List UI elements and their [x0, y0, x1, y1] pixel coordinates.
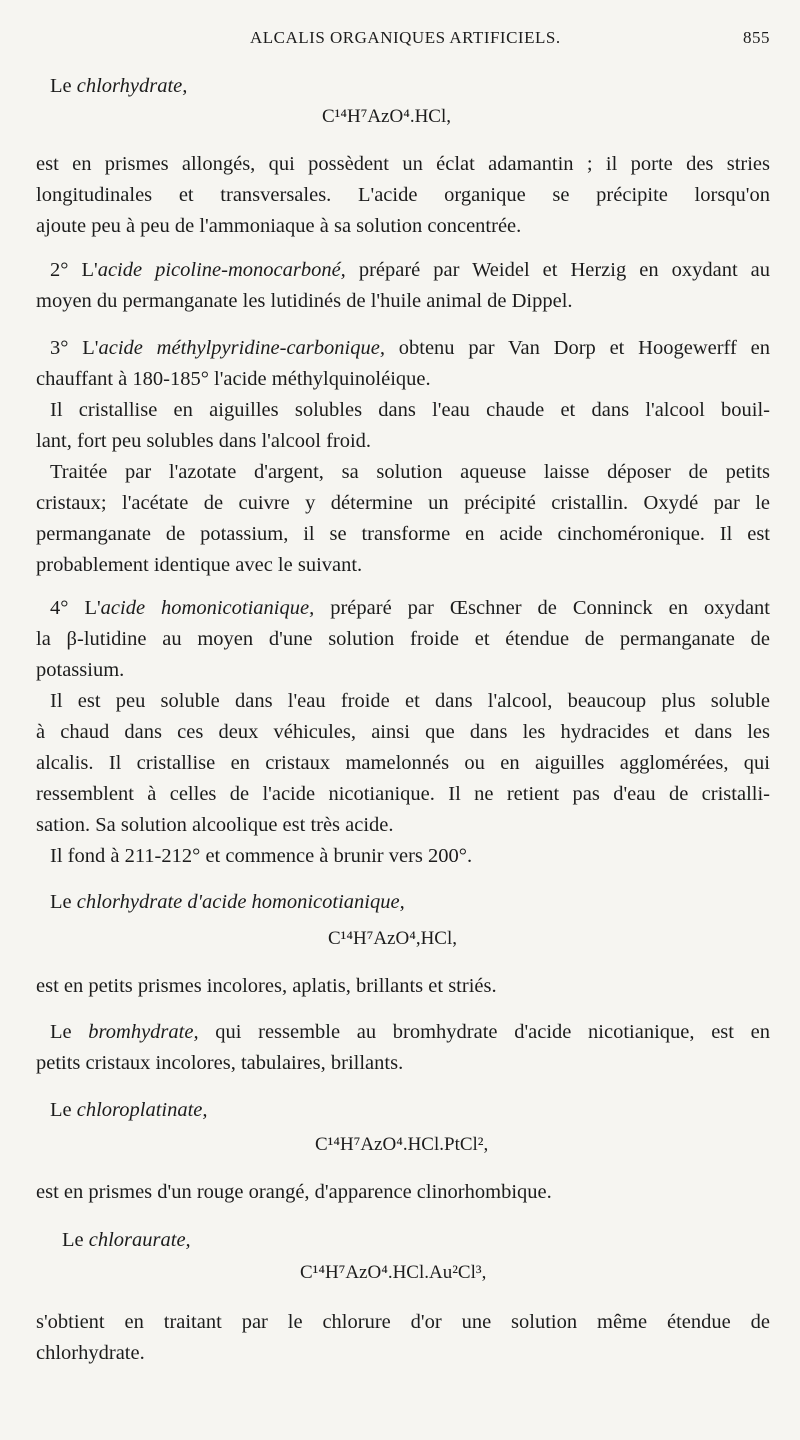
- text-line: est en prismes allongés, qui possèdent un éclat adamantin ; il porte des stries: [36, 153, 770, 175]
- text-line: Le chlorhydrate,: [50, 75, 188, 97]
- text-line: Le chloroplatinate,: [50, 1099, 208, 1121]
- text-line: lant, fort peu solubles dans l'alcool froid.: [36, 430, 372, 452]
- text-line: alcalis. Il cristallise en cristaux mamelonnés ou en aiguilles agglomérées, qui: [36, 752, 770, 774]
- text-line: permanganate de potassium, il se transforme en acide cinchoméronique. Il est: [36, 523, 770, 545]
- formula-chlorhydrate: C¹⁴H⁷AzO⁴.HCl,: [322, 106, 452, 127]
- formula-chloraurate: C¹⁴H⁷AzO⁴.HCl.Au²Cl³,: [300, 1262, 487, 1283]
- text-line: Le chlorhydrate d'acide homonicotianique,: [50, 891, 405, 913]
- text-line: chlorhydrate.: [36, 1342, 145, 1364]
- text-line: à chaud dans ces deux véhicules, ainsi que dans les hydracides et dans les: [36, 721, 770, 743]
- formula-chlorhydrate-homonicotianique: C¹⁴H⁷AzO⁴,HCl,: [328, 928, 458, 949]
- text-line: chauffant à 180-185° l'acide méthylquinoléique.: [36, 368, 431, 390]
- text-line: Il cristallise en aiguilles solubles dans l'eau chaude et dans l'alcool bouil-: [50, 399, 770, 421]
- formula-chloroplatinate: C¹⁴H⁷AzO⁴.HCl.PtCl²,: [315, 1134, 489, 1155]
- text-line: potassium.: [36, 659, 125, 681]
- text-line: 4° L'acide homonicotianique, préparé par Œschner de Conninck en oxydant: [50, 597, 770, 619]
- text-line: est en prismes d'un rouge orangé, d'apparence clinorhombique.: [36, 1181, 552, 1203]
- text-line: Le bromhydrate, qui ressemble au bromhydrate d'acide nicotianique, est en: [50, 1021, 770, 1043]
- text-line: 2° L'acide picoline-monocarboné, préparé par Weidel et Herzig en oxydant au: [50, 259, 770, 281]
- text-line: s'obtient en traitant par le chlorure d'or une solution même étendue de: [36, 1311, 770, 1333]
- text-line: Traitée par l'azotate d'argent, sa solution aqueuse laisse déposer de petits: [50, 461, 770, 483]
- text-line: 3° L'acide méthylpyridine-carbonique, obtenu par Van Dorp et Hoogewerff en: [50, 337, 770, 359]
- text-line: sation. Sa solution alcoolique est très acide.: [36, 814, 394, 836]
- text-line: Il fond à 211-212° et commence à brunir vers 200°.: [50, 845, 473, 867]
- text-line: la β-lutidine au moyen d'une solution froide et étendue de permanganate de: [36, 628, 770, 650]
- text-line: moyen du permanganate les lutidinés de l'huile animal de Dippel.: [36, 290, 573, 312]
- text-line: petits cristaux incolores, tabulaires, brillants.: [36, 1052, 404, 1074]
- page-number: 855: [743, 28, 770, 47]
- text-line: ajoute peu à peu de l'ammoniaque à sa solution concentrée.: [36, 215, 522, 237]
- text-line: cristaux; l'acétate de cuivre y détermine un précipité cristallin. Oxydé par le: [36, 492, 770, 514]
- text-line: Il est peu soluble dans l'eau froide et dans l'alcool, beaucoup plus soluble: [50, 690, 770, 712]
- text-line: ressemblent à celles de l'acide nicotianique. Il ne retient pas d'eau de cristalli-: [36, 783, 770, 805]
- text-line: longitudinales et transversales. L'acide organique se précipite lorsqu'on: [36, 184, 770, 206]
- text-line: probablement identique avec le suivant.: [36, 554, 363, 576]
- running-title: ALCALIS ORGANIQUES ARTIFICIELS.: [250, 28, 561, 47]
- text-line: est en petits prismes incolores, aplatis, brillants et striés.: [36, 975, 497, 997]
- text-line: Le chloraurate,: [62, 1229, 191, 1251]
